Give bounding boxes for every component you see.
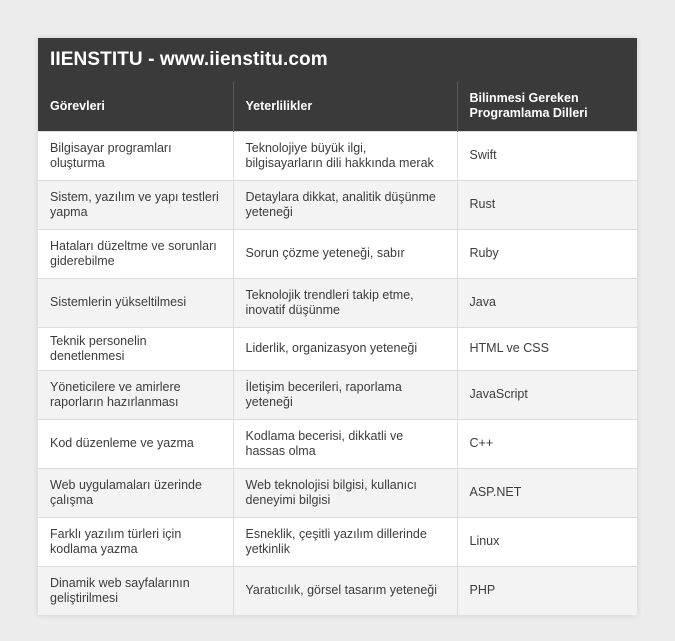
cell-qualification: Sorun çözme yeteneği, sabır [233,229,457,278]
cell-language: Linux [457,517,637,566]
table-row [38,370,637,419]
cell-duty: Web uygulamaları üzerinde çalışma [38,468,233,517]
cell-language: Java [457,278,637,327]
header-qualifications: Yeterlilikler [233,82,457,131]
cell-duty: Farklı yazılım türleri için kodlama yazma [38,517,233,566]
cell-duty: Teknik personelin denetlenmesi [38,327,233,370]
cell-language: Rust [457,180,637,229]
cell-qualification: Teknolojiye büyük ilgi, bilgisayarların dili hakkında merak [233,131,457,180]
cell-qualification: Teknolojik trendleri takip etme, inovatif düşünme [233,278,457,327]
table-row [38,327,637,370]
cell-language: C++ [457,419,637,468]
table-card [38,38,637,615]
cell-qualification: Yaratıcılık, görsel tasarım yeteneği [233,566,457,615]
cell-qualification: Kodlama becerisi, dikkatli ve hassas olma [233,419,457,468]
cell-duty: Yöneticilere ve amirlere raporların hazırlanması [38,370,233,419]
cell-qualification: İletişim becerileri, raporlama yeteneği [233,370,457,419]
cell-language: Ruby [457,229,637,278]
table-row [38,419,637,468]
table-row [38,131,637,180]
cell-duty: Sistemlerin yükseltilmesi [38,278,233,327]
table-row [38,180,637,229]
cell-language: HTML ve CSS [457,327,637,370]
table-row [38,517,637,566]
cell-qualification: Esneklik, çeşitli yazılım dillerinde yetkinlik [233,517,457,566]
cell-duty: Dinamik web sayfalarının geliştirilmesi [38,566,233,615]
cell-qualification: Web teknolojisi bilgisi, kullanıcı deneyimi bilgisi [233,468,457,517]
table-row [38,278,637,327]
cell-language: Swift [457,131,637,180]
careers-table [38,82,637,615]
cell-duty: Bilgisayar programları oluşturma [38,131,233,180]
cell-qualification: Liderlik, organizasyon yeteneği [233,327,457,370]
table-row [38,566,637,615]
cell-duty: Kod düzenleme ve yazma [38,419,233,468]
header-row [38,82,637,131]
header-duties: Görevleri [50,98,105,113]
cell-duty: Sistem, yazılım ve yapı testleri yapma [38,180,233,229]
cell-qualification: Detaylara dikkat, analitik düşünme yeteneği [233,180,457,229]
table-row [38,229,637,278]
table-row [38,468,637,517]
cell-language: ASP.NET [457,468,637,517]
cell-duty: Hataları düzeltme ve sorunları giderebilme [38,229,233,278]
cell-language: JavaScript [457,370,637,419]
table-title: IIENSTITU - www.iienstitu.com [38,38,637,82]
cell-language: PHP [457,566,637,615]
header-languages: Bilinmesi Gereken Programlama Dilleri [457,82,637,131]
